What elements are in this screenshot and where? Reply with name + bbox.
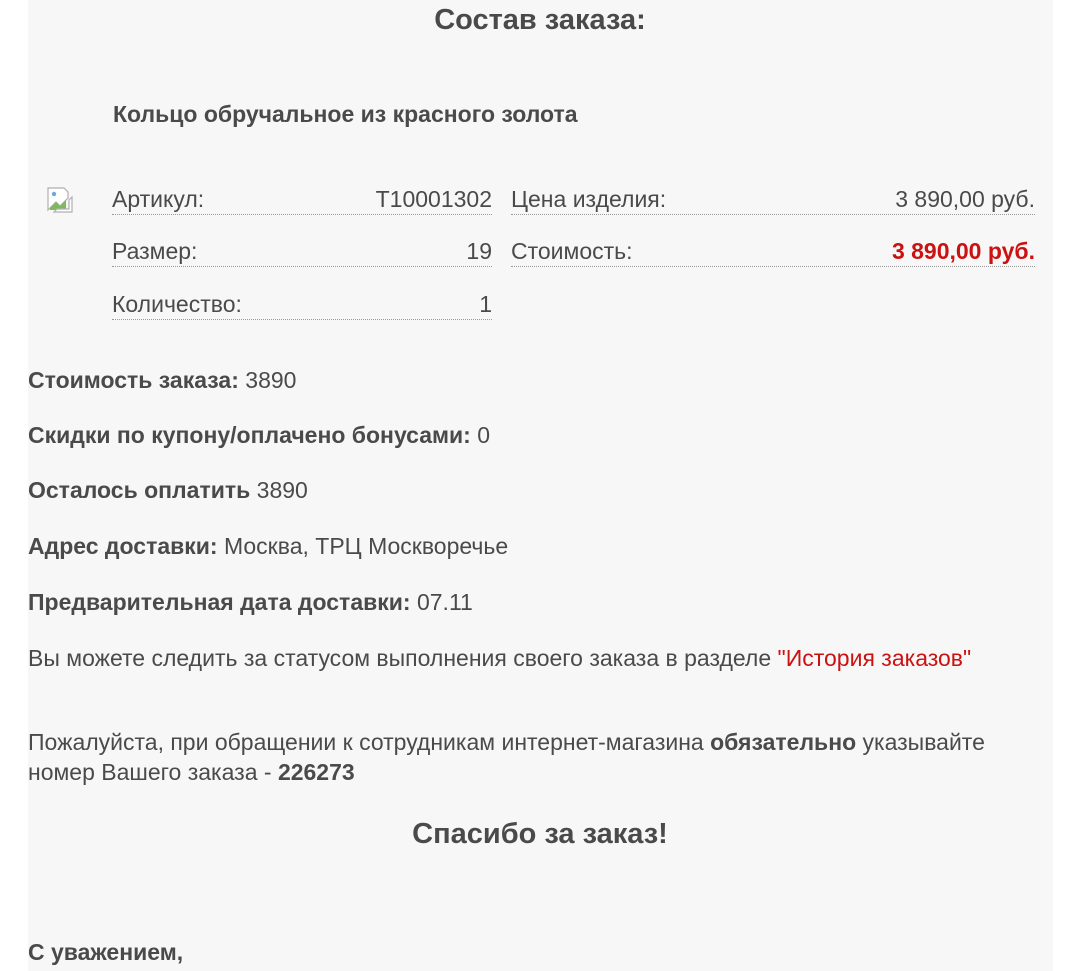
article-label: Артикул: <box>112 185 205 212</box>
size-value: 19 <box>466 237 492 264</box>
quantity-row <box>112 289 492 320</box>
item-price-row <box>511 184 1035 215</box>
discount-line <box>28 422 490 449</box>
delivery-date-line <box>28 589 473 616</box>
item-cost-value: 3 890,00 руб. <box>891 237 1035 264</box>
address-label: Адрес доставки: <box>28 533 218 559</box>
article-row <box>112 184 492 215</box>
status-note <box>28 643 1028 673</box>
size-row <box>112 236 492 267</box>
remaining-label: Осталось оплатить <box>28 477 251 503</box>
item-price-value: 3 890,00 руб. <box>895 185 1035 212</box>
address-value: Москва, ТРЦ Москворечье <box>223 533 509 559</box>
contact-note-text1: Пожалуйста, при обращении к сотрудникам интернет-магазина <box>28 729 711 755</box>
contact-note <box>28 727 1028 787</box>
contact-note-bold: обязательно <box>710 729 857 755</box>
item-name: Кольцо обручальное из красного золота <box>113 101 578 127</box>
thanks-heading: Спасибо за заказ! <box>412 818 668 850</box>
delivery-date-label: Предварительная дата доставки: <box>28 589 411 615</box>
order-cost-line <box>28 367 296 394</box>
order-history-link[interactable]: "История заказов" <box>777 645 972 671</box>
status-note-text: Вы можете следить за статусом выполнения своего заказа в разделе <box>28 645 778 671</box>
article-value: Т10001302 <box>375 185 492 212</box>
remaining-line <box>28 477 308 504</box>
discount-value: 0 <box>477 422 491 448</box>
order-cost-label: Стоимость заказа: <box>28 367 239 393</box>
signature: С уважением, <box>28 939 184 965</box>
broken-image-icon <box>46 186 74 214</box>
item-cost-row <box>511 236 1035 267</box>
quantity-value: 1 <box>479 290 492 317</box>
address-line <box>28 533 508 560</box>
size-label: Размер: <box>112 237 198 264</box>
quantity-label: Количество: <box>112 290 242 317</box>
order-number: 226273 <box>277 759 355 785</box>
delivery-date-value: 07.11 <box>416 589 473 615</box>
remaining-value: 3890 <box>256 477 308 503</box>
discount-label: Скидки по купону/оплачено бонусами: <box>28 422 471 448</box>
order-cost-value: 3890 <box>245 367 297 393</box>
item-cost-label: Стоимость: <box>511 237 633 264</box>
item-price-label: Цена изделия: <box>511 185 667 212</box>
order-heading: Состав заказа: <box>434 4 646 36</box>
contact-note-text2: указывайте номер Вашего заказа - <box>28 729 985 785</box>
